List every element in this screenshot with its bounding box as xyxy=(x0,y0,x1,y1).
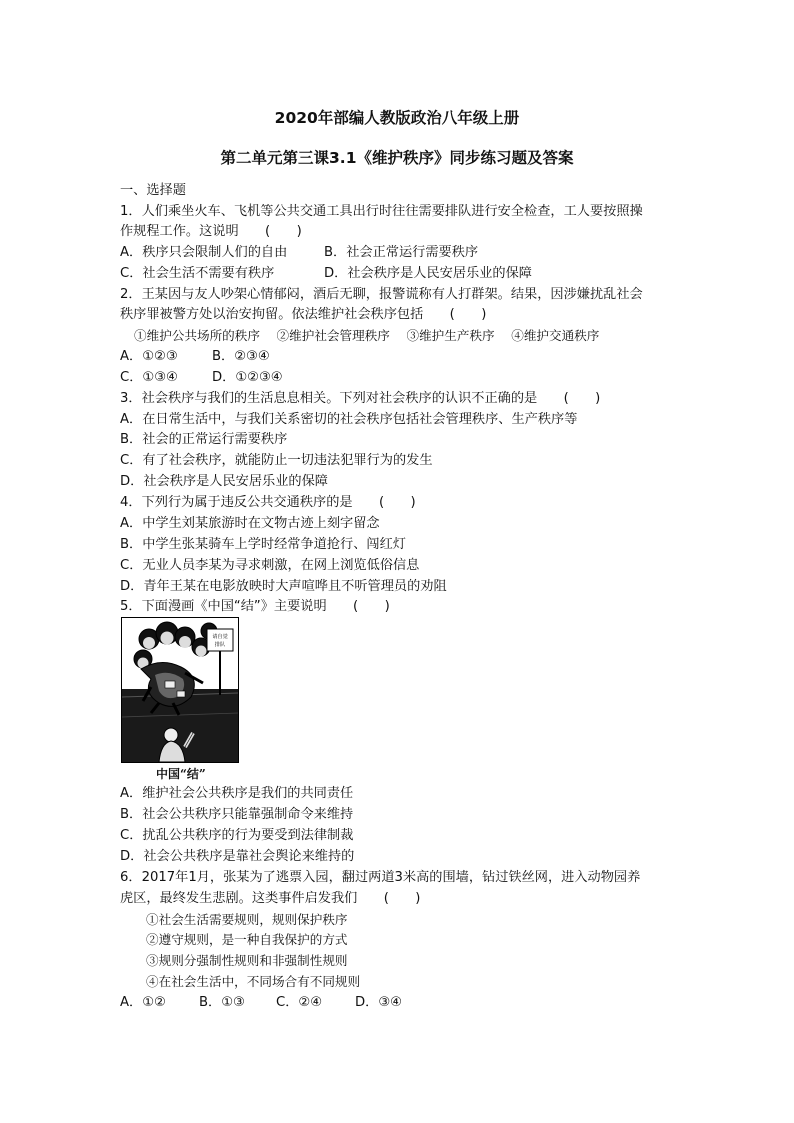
doc-title: 2020年部编人教版政治八年级上册 xyxy=(274,109,520,127)
q3-option-a: A．在日常生活中，与我们关系密切的社会秩序包括社会管理秩序、生产秩序等 xyxy=(120,412,578,427)
doc-subtitle: 第二单元第三课3.1《维护秩序》同步练习题及答案 xyxy=(220,149,574,167)
cartoon-caption: 中国“结” xyxy=(156,767,206,781)
q5-option-d: D．社会公共秩序是靠社会舆论来维持的 xyxy=(120,849,355,864)
q3-stem: 3．社会秩序与我们的生活息息相关。下列对社会秩序的认识不正确的是 ( ) xyxy=(120,391,601,406)
q2-option-c: C．①③④ xyxy=(120,370,178,385)
q3-option-b: B．社会的正常运行需要秩序 xyxy=(120,432,288,447)
q4-option-c: C．无业人员李某为寻求刺激，在网上浏览低俗信息 xyxy=(120,558,420,573)
q6-statement-3: ③规则分强制性规则和非强制性规则 xyxy=(146,953,348,968)
q2-stem-line2: 秩序罪被警方处以治安拘留。依法维护社会秩序包括 ( ) xyxy=(120,307,487,322)
q6-stem-line1: 6．2017年1月，张某为了逃票入园，翻过两道3米高的围墙，钻过铁丝网，进入动物园养 xyxy=(120,870,641,885)
sign-text: 请自觉 xyxy=(212,634,228,640)
q3-option-c: C．有了社会秩序，就能防止一切违法犯罪行为的发生 xyxy=(120,453,433,468)
q4-option-b: B．中学生张某骑车上学时经常争道抢行、闯红灯 xyxy=(120,537,406,552)
q5-stem: 5．下面漫画《中国“结”》主要说明 ( ) xyxy=(120,599,390,614)
q6-statement-1: ①社会生活需要规则，规则保护秩序 xyxy=(146,912,348,927)
q1-option-a: A．秩序只会限制人们的自由 xyxy=(120,245,288,260)
q4-stem: 4．下列行为属于违反公共交通秩序的是 ( ) xyxy=(120,495,416,510)
section-heading: 一、选择题 xyxy=(120,183,186,198)
q3-option-d: D．社会秩序是人民安居乐业的保障 xyxy=(120,474,328,489)
q1-option-c: C．社会生活不需要有秩序 xyxy=(120,266,275,281)
q2-option-b: B．②③④ xyxy=(212,349,270,364)
q5-option-c: C．扰乱公共秩序的行为要受到法律制裁 xyxy=(120,828,354,843)
q6-stem-line2: 虎区，最终发生悲剧。这类事件启发我们 ( ) xyxy=(120,891,421,906)
q2-statements: ①维护公共场所的秩序 ②维护社会管理秩序 ③维护生产秩序 ④维护交通秩序 xyxy=(134,328,600,343)
q2-option-a: A．①②③ xyxy=(120,349,178,364)
q6-option-a: A．①② xyxy=(120,995,166,1010)
q1-option-d: D．社会秩序是人民安居乐业的保障 xyxy=(324,266,532,281)
q6-option-c: C．②④ xyxy=(276,995,323,1010)
q2-option-d: D．①②③④ xyxy=(212,370,283,385)
q4-option-d: D．青年王某在电影放映时大声喧哗且不听管理员的劝阻 xyxy=(120,579,447,594)
q6-statement-4: ④在社会生活中，不同场合有不同规则 xyxy=(146,974,361,989)
q1-stem-line1: 1．人们乘坐火车、飞机等公共交通工具出行时往往需要排队进行安全检查，工人要按照操 xyxy=(120,204,643,219)
svg-text:排队: 排队 xyxy=(214,642,226,648)
q5-option-a: A．维护社会公共秩序是我们的共同责任 xyxy=(120,786,354,801)
q6-option-b: B．①③ xyxy=(199,995,245,1010)
cartoon-image xyxy=(121,617,239,763)
q1-stem-line2: 作规程工作。这说明 ( ) xyxy=(120,224,302,239)
q1-option-b: B．社会正常运行需要秩序 xyxy=(324,245,479,260)
q4-option-a: A．中学生刘某旅游时在文物古迹上刻字留念 xyxy=(120,516,380,531)
q6-statement-2: ②遵守规则，是一种自我保护的方式 xyxy=(146,932,348,947)
q6-option-d: D．③④ xyxy=(355,995,402,1010)
q2-stem-line1: 2．王某因与友人吵架心情郁闷，酒后无聊，报警谎称有人打群架。结果，因涉嫌扰乱社会 xyxy=(120,287,643,302)
q5-option-b: B．社会公共秩序只能靠强制命令来维持 xyxy=(120,807,354,822)
